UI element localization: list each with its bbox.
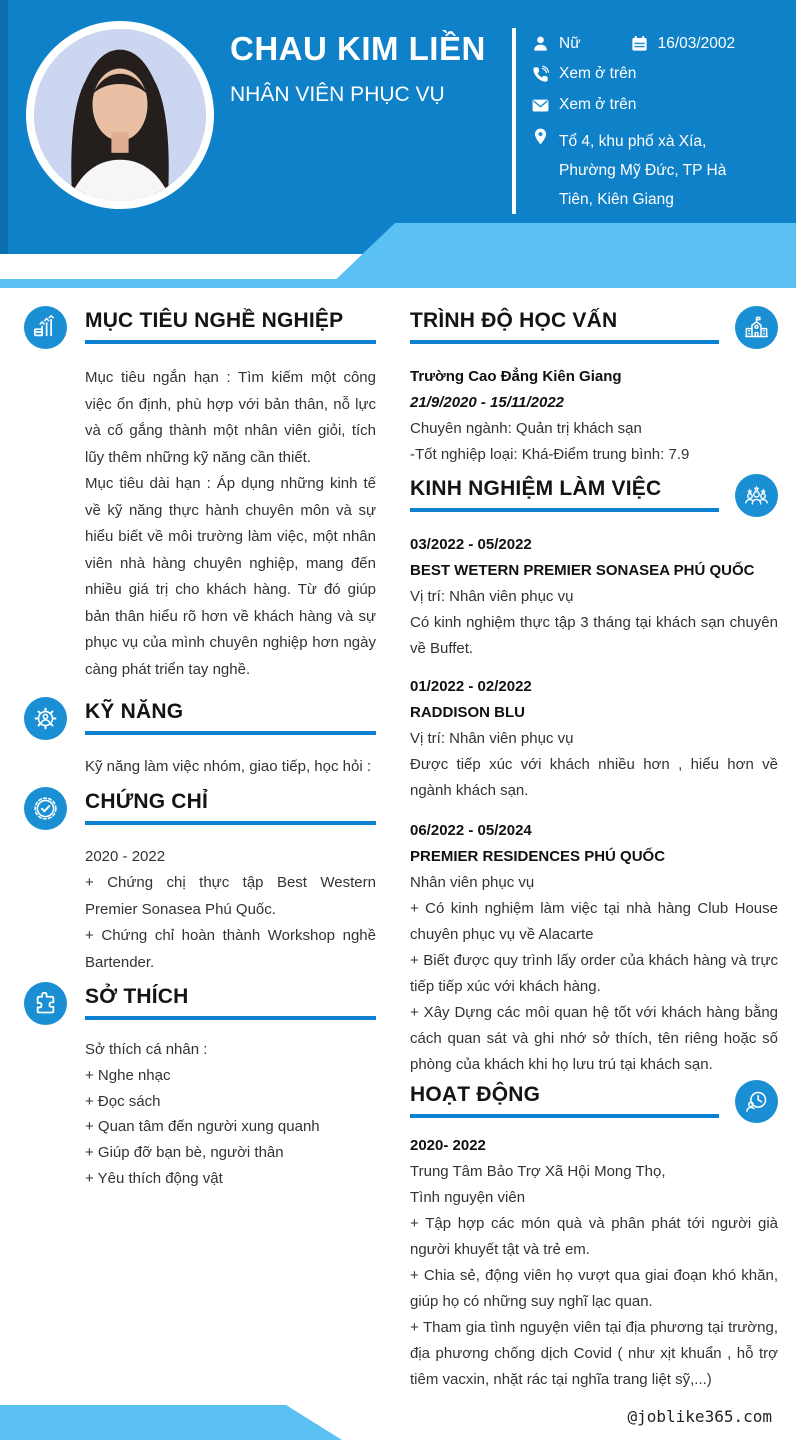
certificate-item: + Chứng chị thực tập Best Western Premier Sonasea Phú Quốc. [85,874,376,918]
calendar-icon [630,34,649,53]
job-entry [410,532,778,662]
section-title-skills: KỸ NĂNG [85,700,184,723]
team-icon [735,474,778,517]
user-icon [531,34,550,53]
activities-entry [410,1133,778,1393]
certificate-item: + Chứng chỉ hoàn thành Workshop nghề Bartender. [85,927,376,971]
section-skills-header [24,697,376,740]
section-rule [410,340,719,344]
job-point: + Có kinh nghiệm làm việc tại nhà hàng Club House chuyên phục vụ về Alacarte [410,900,778,943]
phone-icon [531,65,550,84]
education-period: 21/9/2020 - 15/11/2022 [410,394,565,411]
job-period: 03/2022 - 05/2022 [410,536,532,553]
watermark-credit: @joblike365.com [627,1407,772,1426]
job-period: 06/2022 - 05/2024 [410,822,532,839]
section-title-certificates: CHỨNG CHỈ [85,789,209,813]
school-building-icon [735,306,778,349]
job-position: Vị trí: Nhân viên phục vụ [410,730,574,747]
section-title-activities: HOẠT ĐỘNG [410,1083,541,1106]
dob-pair [630,34,736,53]
portrait-illustration [34,29,206,201]
profile-photo-frame [26,21,214,209]
job-period: 01/2022 - 02/2022 [410,678,532,695]
envelope-icon [531,96,550,115]
activity-role: Tình nguyện viên [410,1189,526,1206]
education-grade: -Tốt nghiệp loại: Khá-Điểm trung bình: 7.9 [410,446,690,463]
gear-user-icon [24,697,67,740]
section-rule [410,508,719,512]
hobby-line: + Nghe nhạc [85,1066,171,1084]
section-rule [85,1016,376,1020]
education-entry [410,364,778,468]
volunteer-clock-icon [735,1080,778,1123]
hobby-line: + Yêu thích động vật [85,1169,223,1187]
career-growth-icon [24,306,67,349]
section-certificates-header [24,787,376,830]
hobbies-list [85,1037,376,1192]
location-pin-icon [531,127,550,146]
section-rule [85,821,376,825]
job-entry [410,818,778,1078]
hobby-line: Sở thích cá nhân : [85,1041,208,1058]
hobby-line: + Giúp đỡ bạn bè, người thân [85,1144,284,1162]
job-point: + Biết được quy trình lấy order của khách hàng và trực tiếp tiếp xúc với khách hàng. [410,952,778,995]
job-position: Nhân viên phục vụ [410,874,535,891]
right-column [410,306,778,1393]
phone-value: Xem ở trên [559,65,637,82]
section-experience-header [410,474,778,517]
objective-paragraph: Mục tiêu dài hạn : Áp dụng những kinh tế về kỹ năng thực hành chuyên môn và sự hiểu biết về môi trường làm việc, một nhân viên nhà hàng chuyên nghiệp, mang đến nhiều giá trị cho khách hàng. Từ đó giúp bản thân hiểu rõ hơn về khách hàng và sự phục vụ của mình chuyên nghiệp hơn ngày càng phát triển tay nghề. [85,475,376,678]
job-entry [410,674,778,804]
section-title-education: TRÌNH ĐỘ HỌC VẤN [410,309,618,332]
section-title-hobbies: SỞ THÍCH [85,985,189,1008]
job-company: BEST WETERN PREMIER SONASEA PHÚ QUỐC [410,562,755,579]
section-rule [85,340,376,344]
certificates-period: 2020 - 2022 [85,847,166,865]
education-major: Chuyên ngành: Quản trị khách sạn [410,420,642,437]
identity-block [230,30,486,107]
section-rule [85,731,376,735]
contact-row-email [531,96,783,115]
contact-row-gender-dob [531,34,783,53]
job-point: + Xây Dựng các môi quan hệ tốt với khách hàng bằng cách quan sát và ghi nhớ sở thích, tên riêng hoặc số phòng của khách khi họ lưu trú tại khách sạn. [410,1004,778,1073]
section-objective-header [24,306,376,349]
skills-line: Kỹ năng làm việc nhóm, giao tiếp, học hỏi : [85,758,371,775]
education-school: Trường Cao Đẳng Kiên Giang [410,368,622,385]
section-education-header [410,306,778,349]
candidate-name: CHAU KIM LIỀN [230,30,486,67]
header-divider [512,28,516,214]
section-title-objective: MỤC TIÊU NGHỀ NGHIỆP [85,309,344,332]
job-desc: Được tiếp xúc với khách nhiều hơn , hiểu hơn về ngành khách sạn. [410,756,778,799]
section-title-experience: KINH NGHIỆM LÀM VIỆC [410,477,662,500]
certificate-badge-icon [24,787,67,830]
job-position: Vị trí: Nhân viên phục vụ [410,588,574,605]
job-desc: Có kinh nghiệm thực tập 3 tháng tại khách sạn chuyên về Buffet. [410,614,778,657]
puzzle-icon [24,982,67,1025]
contact-row-address [531,127,783,214]
activity-point: + Tập hợp các món quà và phân phát tới người già người khuyết tật và trẻ em. [410,1215,778,1258]
left-column [24,306,376,1192]
header-accent-band [0,279,796,288]
footer-accent-shape [0,1405,342,1440]
contact-row-phone [531,65,783,84]
profile-photo [34,29,206,201]
section-activities-header [410,1080,778,1123]
skills-text [85,754,376,781]
hobby-line: + Đọc sách [85,1092,161,1110]
job-company: PREMIER RESIDENCES PHÚ QUỐC [410,848,666,865]
certificates-text [85,844,376,977]
header-left-edge [0,0,8,254]
objective-text [85,365,376,683]
activity-point: + Chia sẻ, động viên họ vượt qua giai đoạn khó khăn, giúp họ có những suy nghĩ lạc quan. [410,1267,778,1310]
activity-period: 2020- 2022 [410,1137,486,1154]
section-rule [410,1114,719,1118]
dob-value: 16/03/2002 [657,34,736,52]
contact-block [531,34,783,226]
hobby-line: + Quan tâm đến người xung quanh [85,1118,320,1136]
job-company: RADDISON BLU [410,704,525,721]
email-value: Xem ở trên [559,96,637,113]
section-hobbies-header [24,982,376,1025]
objective-paragraph: Mục tiêu ngắn hạn : Tìm kiếm một công việc ổn định, phù hợp với bản thân, nỗ lực và cố gắng thành một nhân viên giỏi, tích lũy thêm những kỹ năng cần thiết. [85,369,376,466]
activity-point: + Tham gia tình nguyện viên tại địa phương tại trường, địa phương chống dịch Covid ( như xịt khuẩn , hỗ trợ tiêm vacxin, nhặt rác tại nghĩa trang liệt sỹ,...) [410,1319,778,1388]
header-banner [0,0,796,254]
address-value: Tổ 4, khu phố xà Xía, Phường Mỹ Đức, TP Hà Tiên, Kiên Giang [559,133,727,208]
candidate-title: NHÂN VIÊN PHỤC VỤ [230,83,445,106]
gender-value: Nữ [559,34,581,52]
gender-pair [531,34,581,53]
activity-org: Trung Tâm Bảo Trợ Xã Hội Mong Thọ, [410,1163,666,1180]
